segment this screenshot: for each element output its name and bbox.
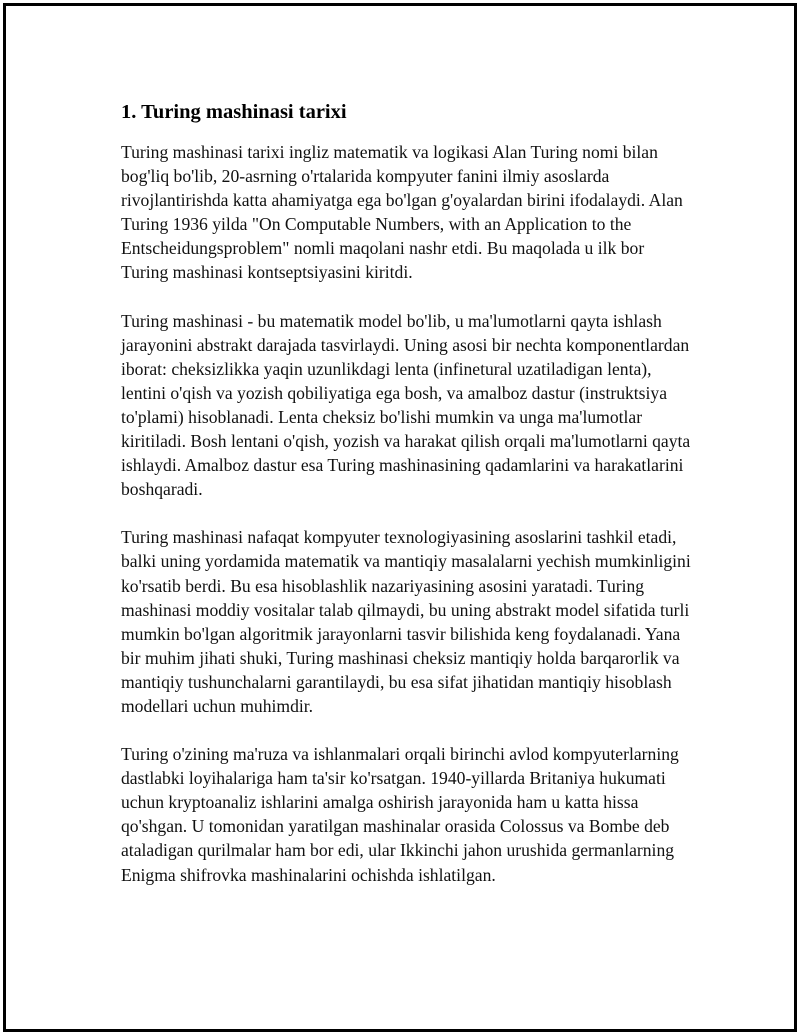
- paragraph-4: Turing o'zining ma'ruza va ishlanmalari orqali birinchi avlod kompyuterlarning dastlabki loyihalariga ham ta'sir ko'rsatgan. 1940-yillarda Britaniya hukumati uchun kryptoanaliz ishlarini amalga oshirish jarayonida ham u katta hissa qo'shgan. U tomonidan yaratilgan mashinalar orasida Colossus va Bombe deb ataladigan qurilmalar ham bor edi, ular Ikkinchi jahon urushida germanlarning Enigma shifrovka mashinalarini ochishda ishlatilgan.: [121, 744, 679, 885]
- section-title: 1. Turing mashinasi tarixi: [121, 101, 347, 123]
- document-body: [121, 98, 691, 911]
- paragraph-2: Turing mashinasi - bu matematik model bo'lib, u ma'lumotlarni qayta ishlash jarayonini abstrakt darajada tasvirlaydi. Uning asosi bir nechta komponentlardan iborat: cheksizlikka yaqin uzunlikdagi lenta (infinetural uzatiladigan lenta), lentini o'qish va yozish qobiliyatiga ega bosh, va amalboz dastur (instruktsiya to'plami) hisoblanadi. Lenta cheksiz bo'lishi mumkin va unga ma'lumotlar kiritiladi. Bosh lentani o'qish, yozish va harakat qilish orqali ma'lumotlarni qayta ishlaydi. Amalboz dastur esa Turing mashinasining qadamlarini va harakatlarini boshqaradi.: [121, 310, 691, 500]
- paragraph-3: Turing mashinasi nafaqat kompyuter texnologiyasining asoslarini tashkil etadi, balki uning yordamida matematik va mantiqiy masalalarni yechish mumkinligini ko'rsatib berdi. Bu esa hisoblashlik nazariyasining asosini yaratadi. Turing mashinasi moddiy vositalar talab qilmaydi, bu uning abstrakt model sifatida turli mumkin bo'lgan algoritmik jarayonlarni tasvir bilishida keng foydalanadi. Yana bir muhim jihati shuki, Turing mashinasi cheksiz mantiqiy holda barqarorlik va mantiqiy tushunchalarni garantilaydi, bu esa sifat jihatidan mantiqiy hisoblash modellari uchun muhimdir.: [121, 527, 691, 716]
- paragraph-1: Turing mashinasi tarixi ingliz matematik va logikasi Alan Turing nomi bilan bog'liq bo'lib, 20-asrning o'rtalarida kompyuter fanini ilmiy asoslarda rivojlantirishda katta ahamiyatga ega bo'lgan g'oyalardan birini ifodalaydi. Alan Turing 1936 yilda "On Computable Numbers, with an Application to the Entscheidungsproblem" nomli maqolani nashr etdi. Bu maqolada u ilk bor Turing mashinasi kontseptsiyasini kiritdi.: [121, 142, 683, 283]
- page-border: [3, 3, 797, 1032]
